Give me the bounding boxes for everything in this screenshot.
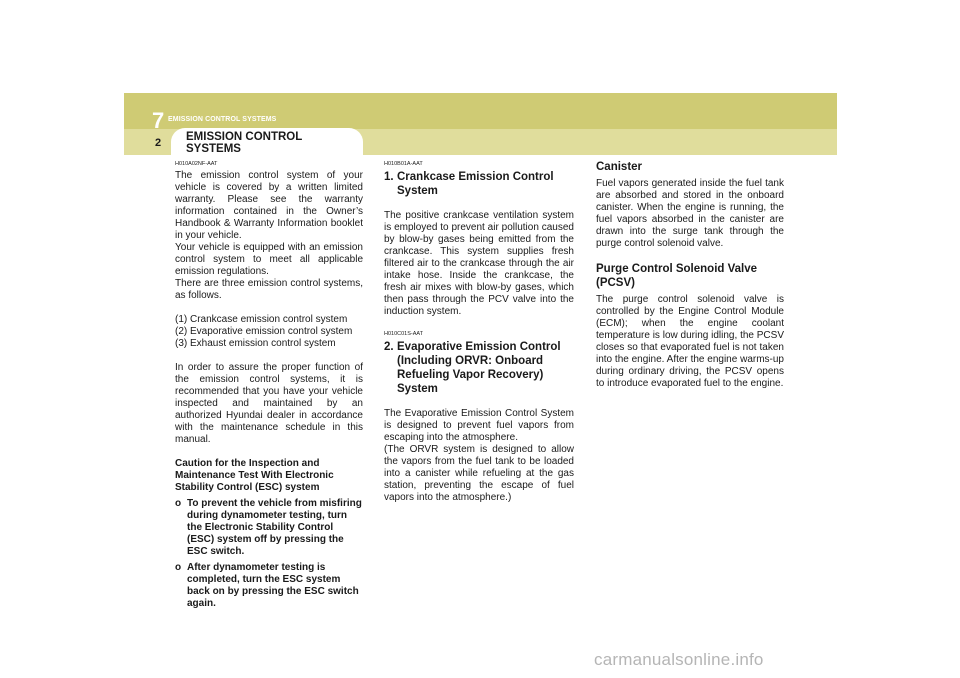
section-title-line1: EMISSION CONTROL [186, 131, 303, 143]
canister-heading: Canister [596, 161, 643, 173]
section-title-line2: SYSTEMS [186, 143, 241, 155]
bullet-text: After dynamometer testing is completed, turn the ESC system back on by pressing the ESC switch again. [187, 562, 359, 609]
bullet-text: To prevent the vehicle from misfiring during dynamometer testing, turn the Electronic Stability Control (ESC) system off by pressing the ESC switch. [187, 498, 362, 557]
chapter-number: 7 [152, 108, 165, 133]
watermark: carmanualsonline.info [594, 650, 764, 669]
crankcase-paragraph: The positive crankcase ventilation system is employed to prevent air pollution caused by blow-by gases being emitted from the crankcase. This system supplies fresh filtered air to the crankcase through the air intake hose. Inside the crankcase, the fresh air mixes with blow-by gases, which then pass through the PCV valve into the induction system. [384, 210, 574, 317]
section-code: H010A02NF-AAT [175, 161, 218, 167]
crankcase-heading [384, 170, 574, 198]
systems-list [175, 314, 363, 350]
orvr-paragraph: (The ORVR system is designed to allow the vapors from the fuel tank to be loaded into a canister while refueling at the gas station, preventing the escape of fuel vapors into the atmosphere.) [384, 444, 574, 503]
intro-paragraph: The emission control system of your vehicle is covered by a written limited warranty. Please see the warranty information contained in the Owner’s Handbook & Warranty Information booklet in your vehicle. [175, 170, 363, 241]
evaporative-heading [384, 340, 574, 396]
equipment-paragraph: Your vehicle is equipped with an emission control system to meet all applicable emission regulations. [175, 242, 363, 277]
column-crankcase-evaporative [384, 160, 574, 504]
bullet-mark: o [175, 562, 182, 573]
bullet-item [175, 562, 363, 610]
chapter-name: EMISSION CONTROL SYSTEMS [168, 116, 277, 123]
column-intro [175, 160, 363, 610]
list-item: (3) Exhaust emission control system [175, 338, 336, 349]
column-canister-pcsv [596, 160, 784, 390]
heading-number: 2. [384, 341, 394, 353]
canister-paragraph: Fuel vapors generated inside the fuel tank are absorbed and stored in the onboard canister. When the engine is running, the fuel vapors absorbed in the canister are drawn into the surge tank through the purge control solenoid valve. [596, 178, 784, 249]
bullet-mark: o [175, 498, 182, 509]
pcsv-heading: Purge Control Solenoid Valve (PCSV) [596, 263, 758, 289]
chapter-header-band [124, 93, 837, 129]
caution-title: Caution for the Inspection and Maintenance Test With Electronic Stability Control (ESC) system [175, 458, 334, 493]
bullet-item [175, 498, 363, 558]
maintenance-paragraph: In order to assure the proper function of the emission control systems, it is recommended that you have your vehicle inspected and maintained by an authorized Hyundai dealer in accordance with the maintenance schedule in this manual. [175, 362, 363, 445]
page-number: 2 [155, 137, 162, 149]
section-code: H010B01A-AAT [384, 161, 423, 167]
list-item: (2) Evaporative emission control system [175, 326, 353, 337]
heading-text: Evaporative Emission Control (Including ORVR: Onboard Refueling Vapor Recovery) System [397, 341, 561, 395]
list-item: (1) Crankcase emission control system [175, 314, 348, 325]
evaporative-paragraph: The Evaporative Emission Control System is designed to prevent fuel vapors from escaping into the atmosphere. [384, 408, 574, 443]
heading-text: Crankcase Emission Control System [397, 171, 554, 197]
section-code: H010C01S-AAT [384, 331, 424, 337]
heading-number: 1. [384, 171, 394, 183]
section-title [186, 131, 302, 155]
pcsv-paragraph: The purge control solenoid valve is controlled by the Engine Control Module (ECM); when the engine coolant temperature is low during idling, the PCSV closes so that evaporated fuel is not taken into the engine. After the engine warms-up during ordinary driving, the PCSV opens to introduce evaporated fuel to the engine. [596, 294, 784, 389]
systems-paragraph: There are three emission control systems, as follows. [175, 278, 363, 301]
